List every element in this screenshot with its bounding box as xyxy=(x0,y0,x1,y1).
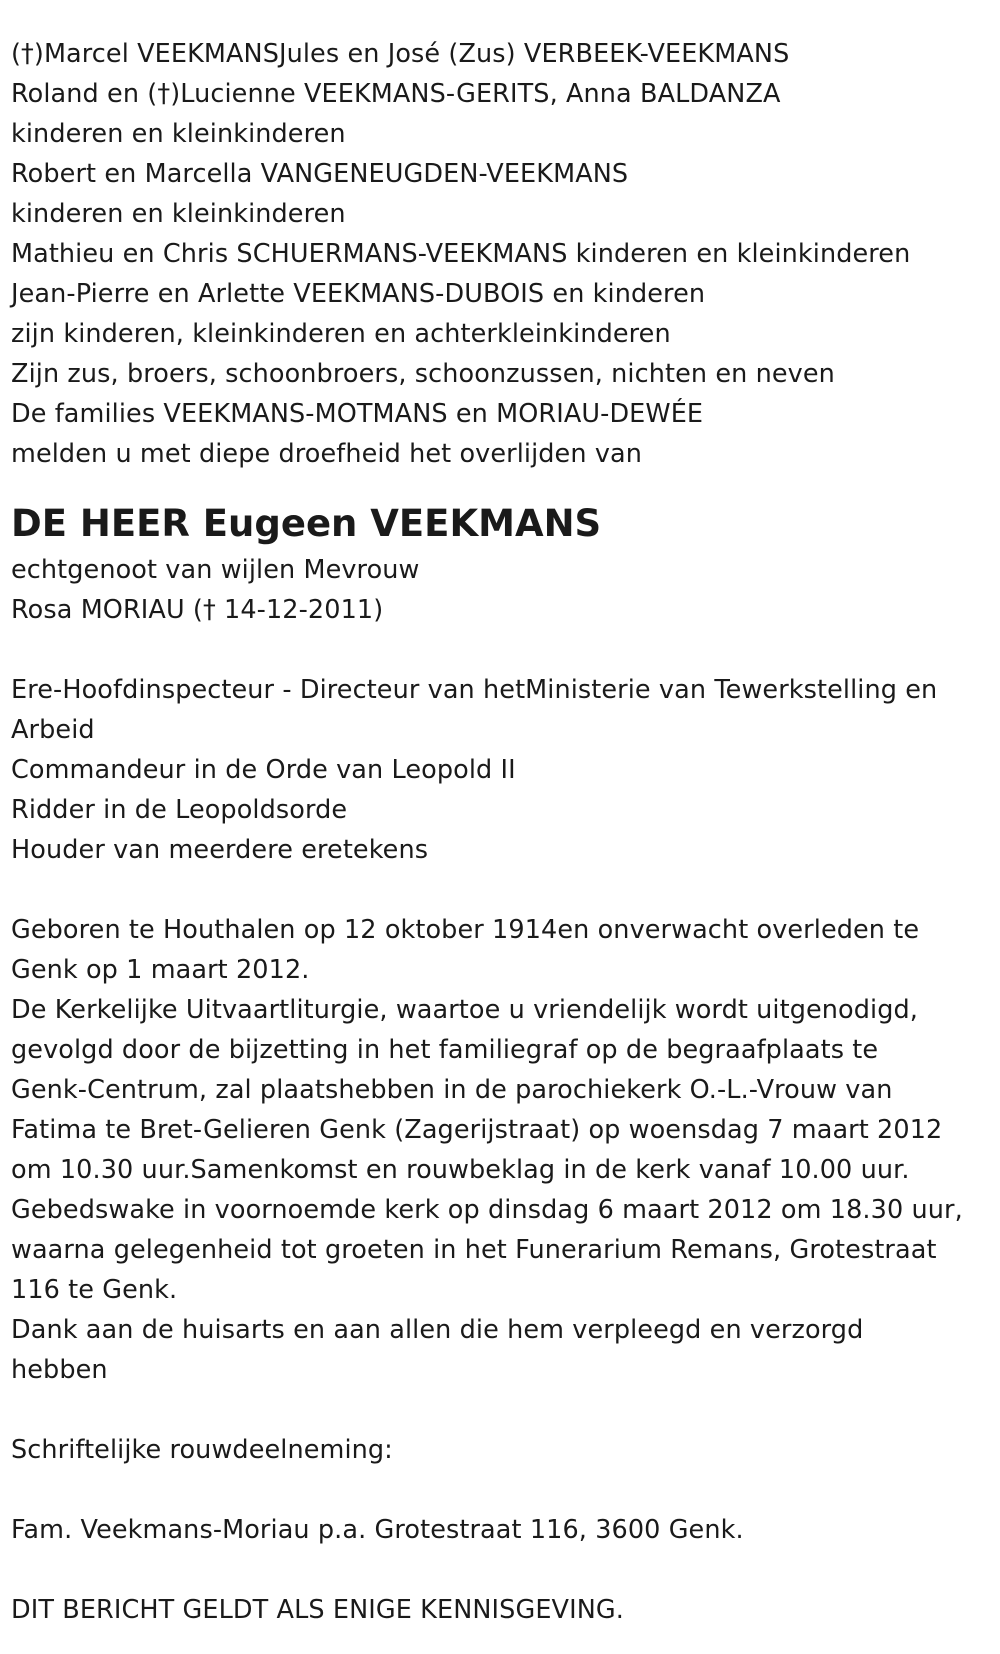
spouse-line: Rosa MORIAU († 14-12-2011) xyxy=(11,595,384,625)
details-line: om 10.30 uur.Samenkomst en rouwbeklag in de kerk vanaf 10.00 uur. xyxy=(11,1155,910,1185)
details-line: Gebedswake in voornoemde kerk op dinsdag 6 maart 2012 om 18.30 uur, xyxy=(11,1195,963,1225)
family-section xyxy=(11,34,985,474)
condolence-address: Fam. Veekmans-Moriau p.a. Grotestraat 116, 3600 Genk. xyxy=(11,1515,744,1545)
title-line: Ere-Hoofdinspecteur - Directeur van hetMinisterie van Tewerkstelling en xyxy=(11,675,938,705)
details-line: Genk-Centrum, zal plaatshebben in de parochiekerk O.-L.-Vrouw van xyxy=(11,1075,893,1105)
family-line: De families VEEKMANS-MOTMANS en MORIAU-DEWÉE xyxy=(11,399,704,429)
details-line: Geboren te Houthalen op 12 oktober 1914en onverwacht overleden te xyxy=(11,915,920,945)
family-line: Roland en (†)Lucienne VEEKMANS-GERITS, Anna BALDANZA xyxy=(11,79,781,109)
title-line: Arbeid xyxy=(11,715,95,745)
details-line: 116 te Genk. xyxy=(11,1275,178,1305)
titles-section xyxy=(11,670,985,870)
details-line: waarna gelegenheid tot groeten in het Funerarium Remans, Grotestraat xyxy=(11,1235,937,1265)
condolence-label: Schriftelijke rouwdeelneming: xyxy=(11,1435,393,1465)
spacer xyxy=(11,1470,985,1510)
family-line: kinderen en kleinkinderen xyxy=(11,119,346,149)
family-line: (†)Marcel VEEKMANSJules en José (Zus) VERBEEK-VEEKMANS xyxy=(11,39,790,69)
spacer xyxy=(11,630,985,670)
family-line: zijn kinderen, kleinkinderen en achterkleinkinderen xyxy=(11,319,671,349)
spacer xyxy=(11,1390,985,1430)
title-line: Commandeur in de Orde van Leopold II xyxy=(11,755,516,785)
family-line: melden u met diepe droefheid het overlijden van xyxy=(11,439,642,469)
family-line: Mathieu en Chris SCHUERMANS-VEEKMANS kinderen en kleinkinderen xyxy=(11,239,911,269)
spouse-line: echtgenoot van wijlen Mevrouw xyxy=(11,555,420,585)
details-line: hebben xyxy=(11,1355,108,1385)
family-line: Jean-Pierre en Arlette VEEKMANS-DUBOIS en kinderen xyxy=(11,279,706,309)
details-line: Fatima te Bret-Gelieren Genk (Zagerijstraat) op woensdag 7 maart 2012 xyxy=(11,1115,943,1145)
details-line: Genk op 1 maart 2012. xyxy=(11,955,310,985)
spacer xyxy=(11,870,985,910)
closing-notice: DIT BERICHT GELDT ALS ENIGE KENNISGEVING. xyxy=(11,1595,624,1625)
details-line: De Kerkelijke Uitvaartliturgie, waartoe u vriendelijk wordt uitgenodigd, xyxy=(11,995,918,1025)
family-line: Zijn zus, broers, schoonbroers, schoonzussen, nichten en neven xyxy=(11,359,835,389)
spouse-section xyxy=(11,550,985,630)
spacer xyxy=(11,474,985,501)
title-line: Houder van meerdere eretekens xyxy=(11,835,429,865)
details-line: gevolgd door de bijzetting in het familiegraf op de begraafplaats te xyxy=(11,1035,879,1065)
details-section xyxy=(11,910,985,1390)
family-line: kinderen en kleinkinderen xyxy=(11,199,346,229)
deceased-name: DE HEER Eugeen VEEKMANS xyxy=(11,502,602,545)
family-line: Robert en Marcella VANGENEUGDEN-VEEKMANS xyxy=(11,159,629,189)
spacer xyxy=(11,1550,985,1590)
title-line: Ridder in de Leopoldsorde xyxy=(11,795,348,825)
details-line: Dank aan de huisarts en aan allen die hem verpleegd en verzorgd xyxy=(11,1315,864,1345)
